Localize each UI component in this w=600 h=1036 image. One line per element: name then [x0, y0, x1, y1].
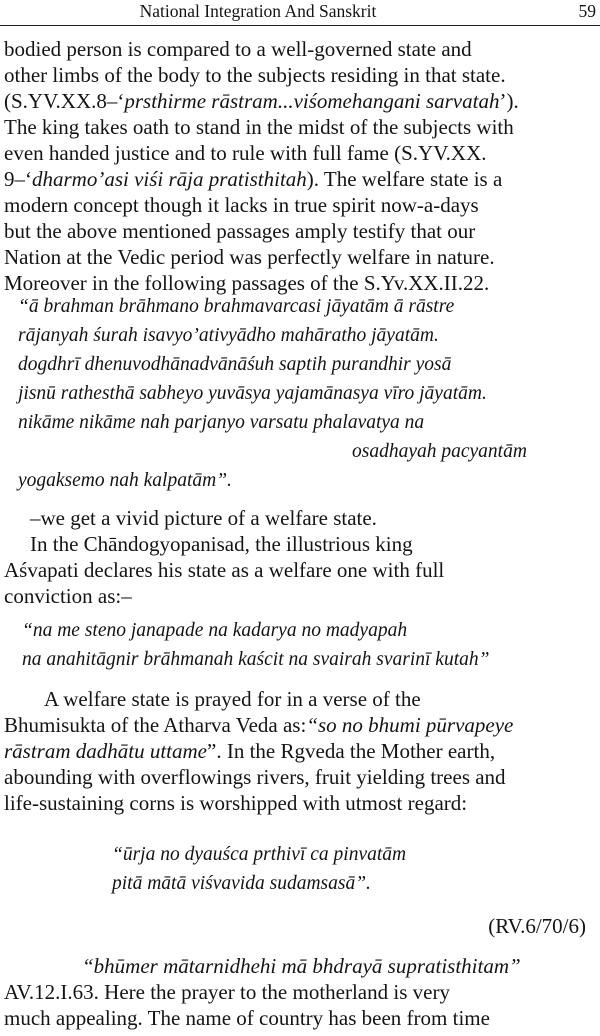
text-line: In the Chāndogyopanisad, the illustrious king	[30, 532, 413, 556]
running-header	[0, 0, 600, 24]
text-line: (S.YV.XX.8–‘prsthirme rāstram...viśomehangani sarvatah’).	[4, 89, 519, 113]
verse-2-line: “na me steno janapade na kadarya no madyapah	[22, 620, 408, 641]
text-line: conviction as:–	[4, 584, 132, 608]
verse-1-line: rājanyah śurah isavyo’ativyādho mahāratho jāyatām.	[18, 325, 439, 346]
text-line: life-sustaining corns is worshipped with utmost regard:	[4, 791, 468, 815]
text-line: rāstram dadhātu uttame”. In the Rgveda the Mother earth,	[4, 739, 496, 763]
text-line: 9–‘dharmo’asi viśi rāja pratisthitah). The welfare state is a	[4, 167, 503, 191]
verse-3-line: pitā mātā viśvavida sudamsasā”.	[112, 873, 371, 894]
text-line: Bhumisukta of the Atharva Veda as:“so no bhumi pūrvapeye	[4, 713, 514, 737]
text-line: abounding with overflowings rivers, fruit yielding trees and	[4, 765, 506, 789]
text-line	[4, 816, 596, 842]
text-line: other limbs of the body to the subjects residing in that state.	[4, 63, 506, 87]
paragraph-4	[4, 953, 596, 1031]
header-rule	[0, 25, 600, 26]
citation: (RV.6/70/6)	[488, 914, 586, 938]
verse-2-line: na anahitāgnir brāhmanah kaścit na svairah svarinī kutah”	[22, 649, 490, 670]
text-line: modern concept though it lacks in true spirit now-a-days	[4, 193, 479, 217]
text-line: –we get a vivid picture of a welfare state.	[30, 506, 377, 530]
verse-1-line: nikāme nikāme nah parjanyo varsatu phalavatya na	[18, 412, 425, 433]
text-line: but the above mentioned passages amply testify that our	[4, 219, 476, 243]
text-line: much appealing. The name of country has been from time	[4, 1006, 490, 1030]
verse-1-line: osadhayah pacyantām	[352, 441, 527, 462]
verse-3-line: “ūrja no dyauśca prthivī ca pinvatām	[112, 844, 407, 865]
paragraph-2	[4, 505, 596, 609]
verse-1-line: yogaksemo nah kalpatām”.	[18, 470, 232, 491]
text-line: AV.12.I.63. Here the prayer to the motherland is very	[4, 980, 450, 1004]
paragraph-1	[4, 36, 596, 296]
verse-1-line: dogdhrī dhenuvodhānadvānāśuh saptih purandhir yosā	[18, 354, 452, 375]
verse-1-line: “ā brahman brāhmano brahmavarcasi jāyatām ā rāstre	[18, 296, 455, 317]
text-line: “bhūmer mātarnidhehi mā bhdrayā supratisthitam”	[82, 954, 521, 978]
text-line: Nation at the Vedic period was perfectly welfare in nature.	[4, 245, 495, 269]
text-line: bodied person is compared to a well-governed state and	[4, 37, 472, 61]
text-line: The king takes oath to stand in the midst of the subjects with	[4, 115, 514, 139]
text-line: even handed justice and to rule with full fame (S.YV.XX.	[4, 141, 487, 165]
text-line: Moreover in the following passages of the S.Yv.XX.II.22.	[4, 271, 490, 295]
paragraph-3	[4, 686, 596, 842]
running-title: National Integration And Sanskrit	[139, 1, 377, 21]
text-line: A welfare state is prayed for in a verse of the	[44, 687, 421, 711]
text-line: Aśvapati declares his state as a welfare one with full	[4, 558, 445, 582]
page-number: 59	[578, 1, 596, 21]
verse-1-line: jisnū rathesthā sabheyo yuvāsya yajamānasya vīro jāyatām.	[18, 383, 487, 404]
